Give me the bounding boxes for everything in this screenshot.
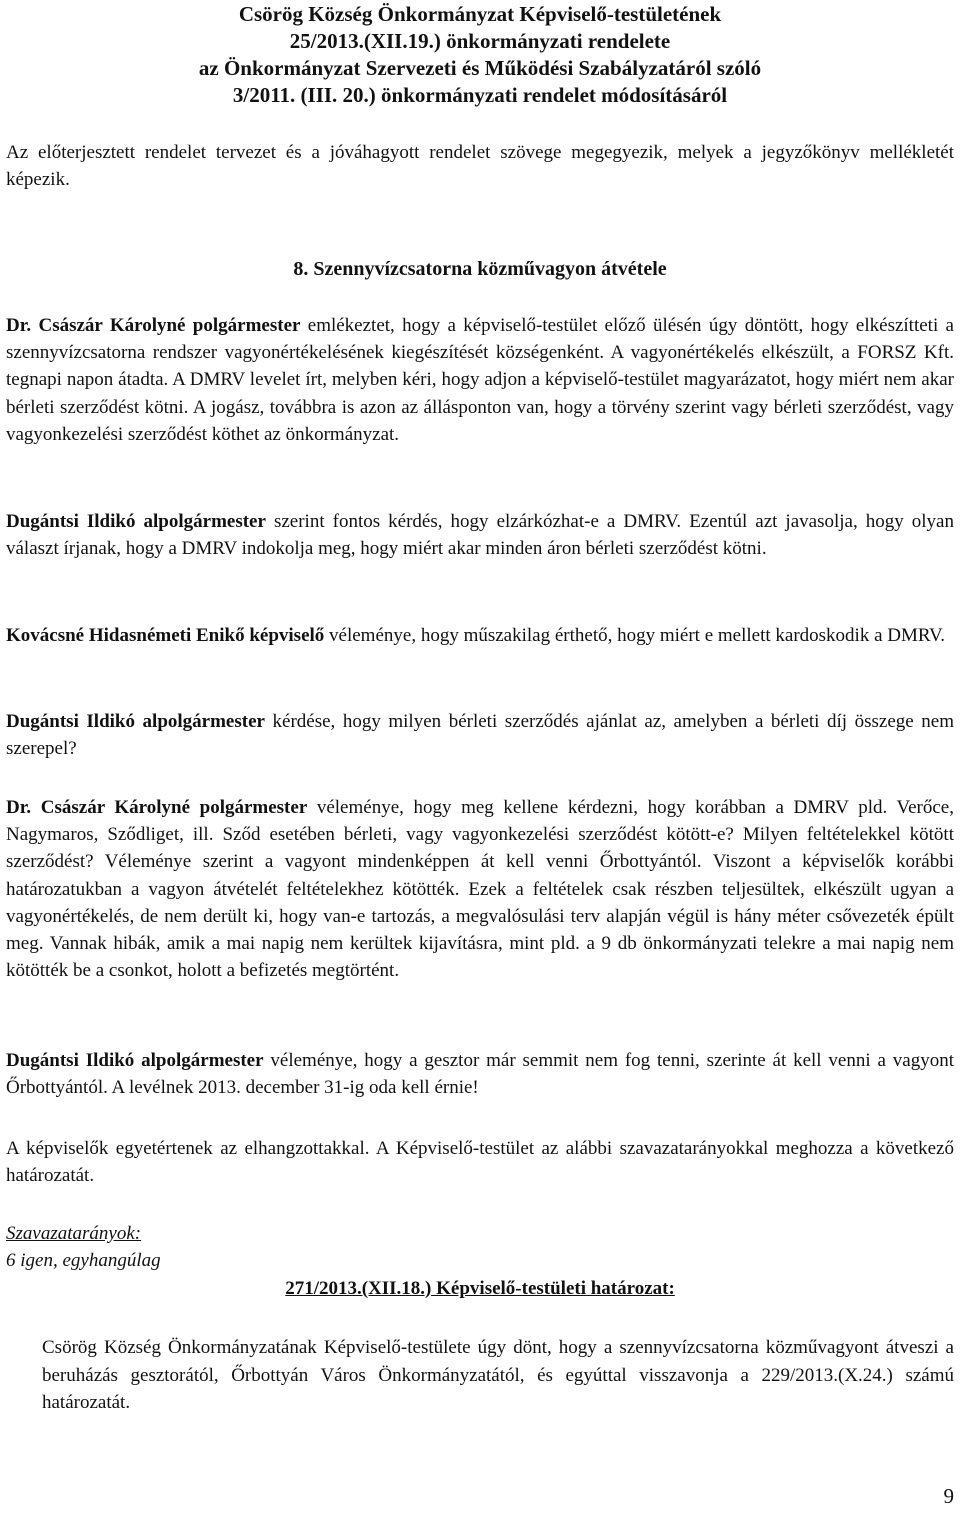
paragraph-text: véleménye, hogy a gesztor már semmit nem fog tenni, szerinte át kell venni a vagyont Őrbottyántól. A levélnek 2013. december 31-ig oda kell érnie! [6,1050,954,1099]
paragraph-1 [6,312,954,448]
heading-line-3: az Önkormányzat Szervezeti és Működési Szabályzatáról szóló [198,56,762,80]
paragraph-5 [6,794,954,984]
document-heading [0,1,960,109]
paragraph-4 [6,708,954,762]
decision-text: Csörög Község Önkormányzatának Képviselő-testülete úgy dönt, hogy a szennyvízcsatorna közművagyont átveszi a beruházás gesztorától, Őrbottyán Város Önkormányzatától, és egyúttal visszavonja a 229/2013.(X.24.) számú határozatát. [42,1337,954,1413]
heading-line-4: 3/2011. (III. 20.) önkormányzati rendelet módosításáról [232,83,728,107]
intro-paragraph: Az előterjesztett rendelet tervezet és a jóváhagyott rendelet szövege megegyezik, melyek a jegyzőkönyv mellékletét képezik. [6,142,954,191]
speaker-name: Kovácsné Hidasnémeti Enikő képviselő [6,625,325,646]
heading-line-2: 25/2013.(XII.19.) önkormányzati rendelete [289,29,671,53]
vote-result: 6 igen, egyhangúlag [6,1250,161,1271]
speaker-name: Dr. Császár Károlyné polgármester [6,797,308,818]
paragraph-text: szerint fontos kérdés, hogy elzárkózhat-e a DMRV. Ezentúl azt javasolja, hogy olyan választ írjanak, hogy a DMRV indokolja meg, hogy miért akar minden áron bérleti szerződést kötni. [6,511,954,560]
paragraph-text: véleménye, hogy műszakilag érthető, hogy miért e mellett kardoskodik a DMRV. [324,625,946,646]
speaker-name: Dr. Császár Károlyné polgármester [6,315,301,336]
section-title: 8. Szennyvízcsatorna közművagyon átvétele [293,258,667,280]
paragraph-3 [6,622,954,649]
speaker-name: Dugántsi Ildikó alpolgármester [6,711,265,732]
paragraph-text: A képviselők egyetértenek az elhangzottakkal. A Képviselő-testület az alábbi szavazatarányokkal meghozza a következő határozatát. [6,1138,954,1187]
heading-line-1: Csörög Község Önkormányzat Képviselő-testületének [238,2,722,26]
paragraph-text: emlékeztet, hogy a képviselő-testület előző ülésén úgy döntött, hogy elkészítteti a szennyvízcsatorna rendszer vagyonértékelésének kiegészítését községenként. A vagyonértékelés elkészült, a FORSZ Kft. tegnapi napon átadta. A DMRV levelet írt, melyben kéri, hogy adjon a képviselő-testület magyarázatot, hogy miért nem akar bérleti szerződést kötni. A jogász, továbbra is azon az állásponton van, hogy a törvény szerint vagy bérleti szerződést, vagy vagyonkezelési szerződést köthet az önkormányzat. [6,315,954,445]
paragraph-7 [6,1135,954,1189]
paragraph-2 [6,508,954,562]
speaker-name: Dugántsi Ildikó alpolgármester [6,1050,264,1071]
paragraph-text: kérdése, hogy milyen bérleti szerződés ajánlat az, amelyben a bérleti díj összege nem szerepel? [6,711,954,760]
decision-title: 271/2013.(XII.18.) Képviselő-testületi határozat: [285,1278,675,1299]
vote-block [6,1220,161,1274]
speaker-name: Dugántsi Ildikó alpolgármester [6,511,266,532]
vote-label: Szavazatarányok: [6,1223,142,1244]
paragraph-6 [6,1047,954,1101]
page-number: 9 [943,1484,954,1508]
paragraph-text: véleménye, hogy meg kellene kérdezni, hogy korábban a DMRV pld. Verőce, Nagymaros, Sződliget, ill. Sződ esetében bérleti, vagy vagyonkezelési szerződést kötött-e? Milyen feltételekkel kötött szerződést? Véleménye szerint a vagyont mindenképpen át kell venni Őrbottyántól. Viszont a képviselők korábbi határozatukban a vagyon átvételét feltételekhez kötötték. Ezek a feltételek csak részben teljesültek, elkészült ugyan a vagyonértékelés, de nem derült ki, hogy van-e tartozás, a megvalósulási terv alapján végül is hány méter csővezeték épült meg. Vannak hibák, amik a mai napig nem kerültek kijavításra, mint pld. a 9 db önkormányzati telekre a mai napig nem kötötték be a csonkot, holott a befizetés megtörtént. [6,797,954,982]
